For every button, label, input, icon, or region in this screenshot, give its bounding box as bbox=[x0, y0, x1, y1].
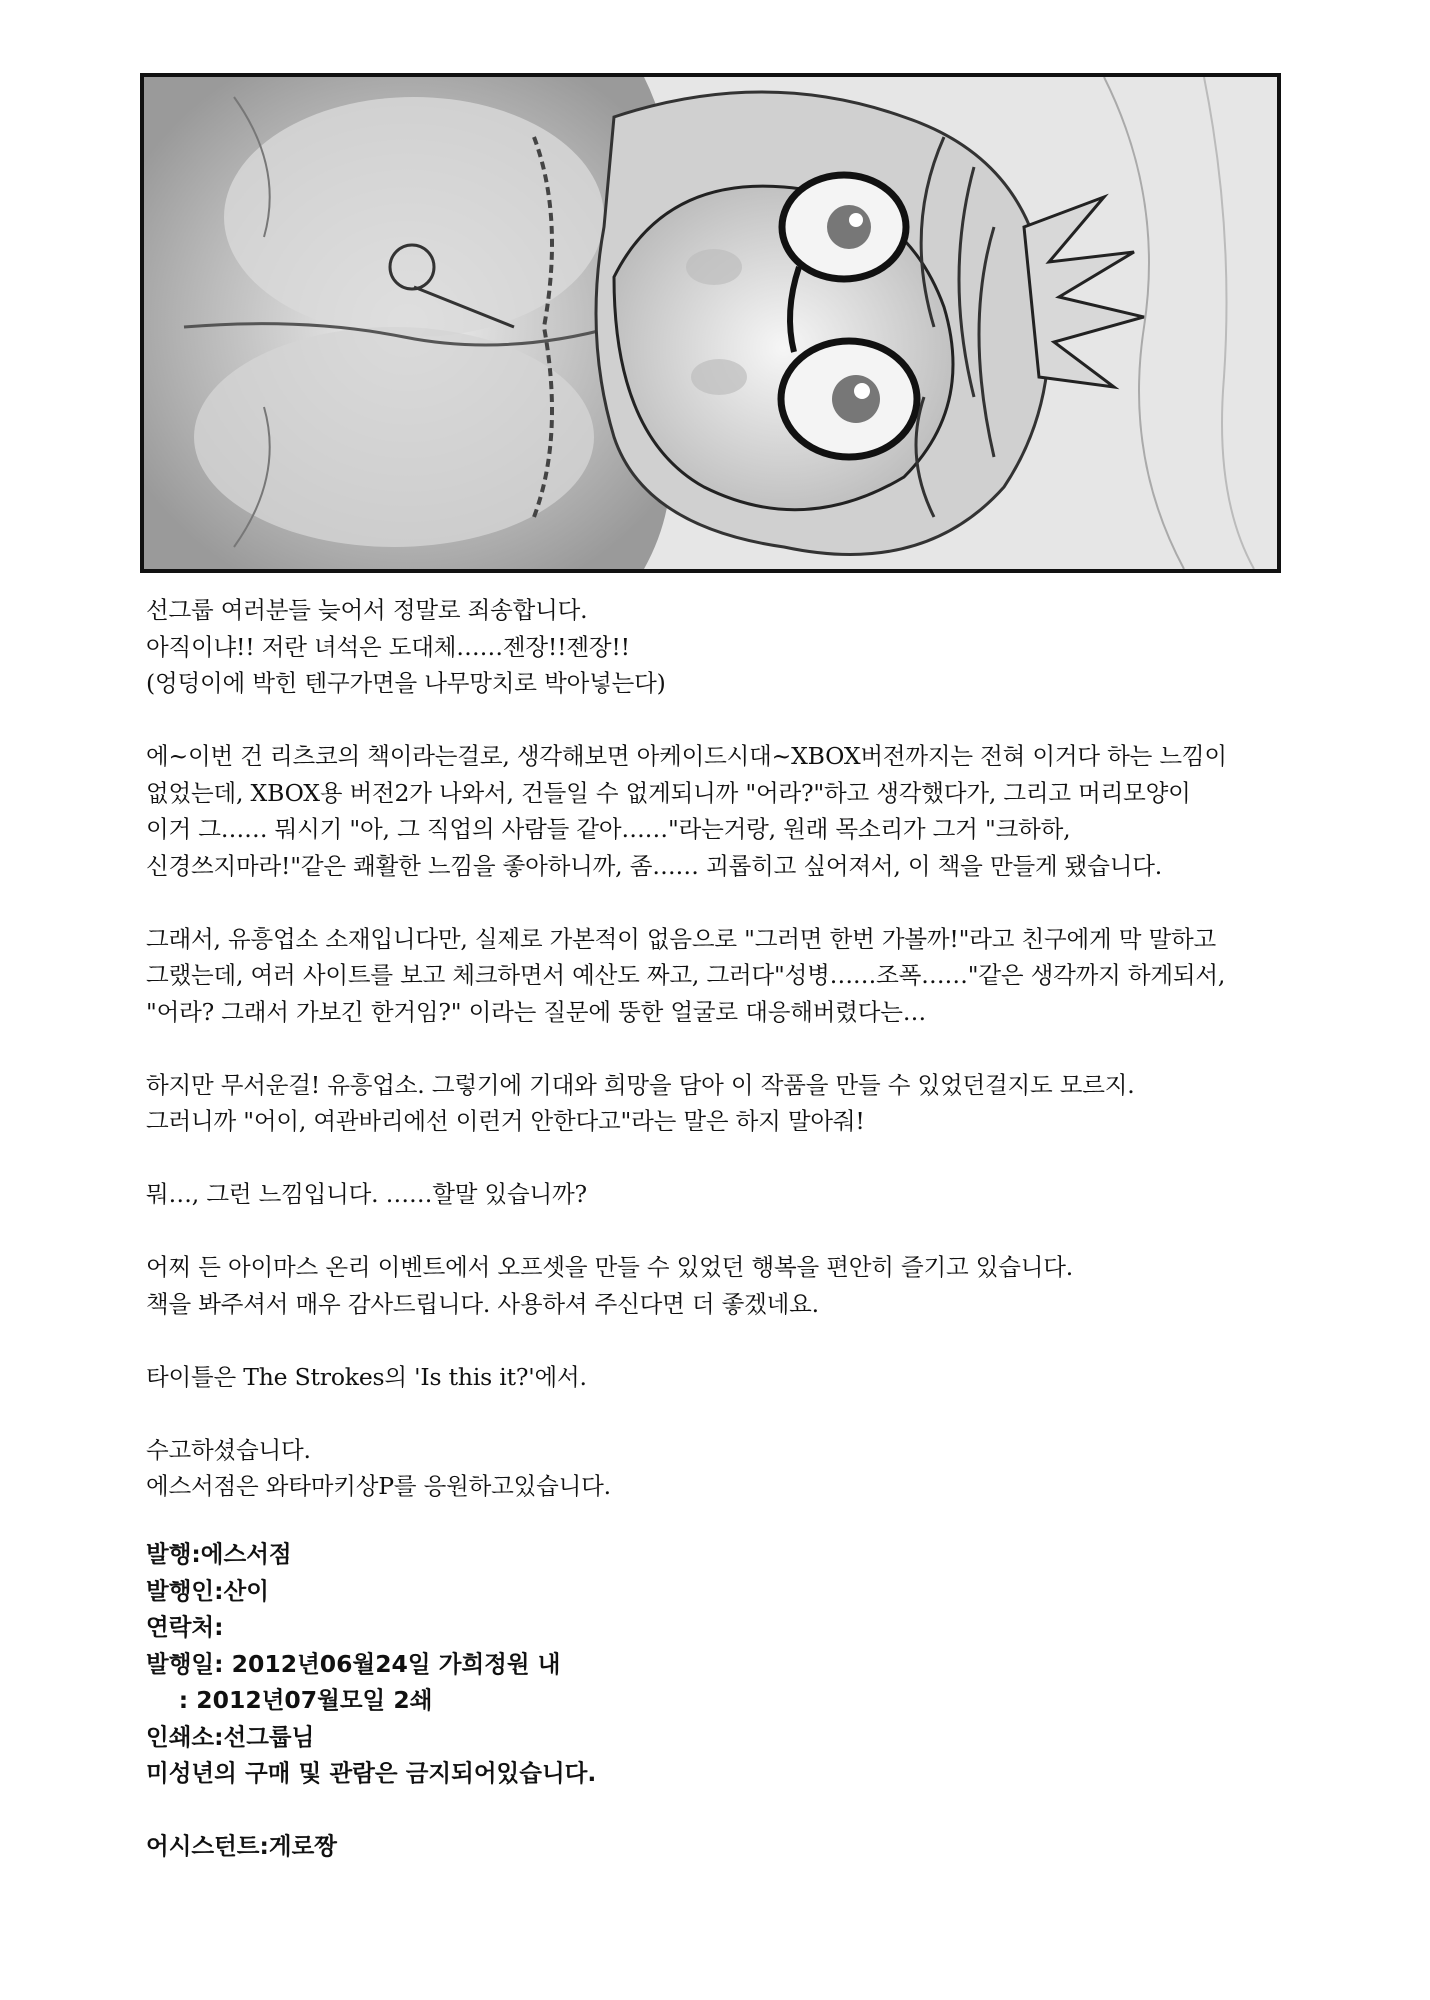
paragraph-hope bbox=[146, 1067, 1296, 1140]
text-line: "어라? 그래서 가보긴 한거임?" 이라는 질문에 뚱한 얼굴로 대응해버렸다는… bbox=[146, 997, 927, 1026]
colophon-contact: 연락처: bbox=[146, 1613, 224, 1641]
text-line: 수고하셨습니다. bbox=[146, 1435, 311, 1464]
text-line: 어찌 든 아이마스 온리 이벤트에서 오프셋을 만들 수 있었던 행복을 편안히 즐기고 있습니다. bbox=[146, 1253, 1074, 1281]
text-line: 없었는데, XBOX용 버전2가 나와서, 건들일 수 없게되니까 "어라?"하고 생각했다가, 그리고 머리모양이 bbox=[146, 778, 1191, 807]
paragraph-title-origin bbox=[146, 1359, 1296, 1396]
colophon-printer: 인쇄소:선그룹님 bbox=[146, 1722, 315, 1751]
text-line: 선그룹 여러분들 늦어서 정말로 죄송합니다. bbox=[146, 596, 588, 624]
manga-illustration bbox=[140, 73, 1281, 573]
colophon-age-notice: 미성년의 구매 및 관람은 금지되어있습니다. bbox=[146, 1759, 597, 1787]
text-line: 신경쓰지마라!"같은 쾌활한 느낌을 좋아하니까, 좀…… 괴롭히고 싶어져서, 이 책을 만들게 됐습니다. bbox=[146, 851, 1162, 880]
paragraph-motivation bbox=[146, 738, 1296, 884]
colophon-issue-date-second: : 2012년07월모일 2쇄 bbox=[146, 1686, 433, 1714]
text-line: 하지만 무서운걸! 유흥업소. 그렇기에 기대와 희망을 담아 이 작품을 만들 수 있었던걸지도 모르지. bbox=[146, 1070, 1135, 1099]
text-line: 아직이냐!! 저란 녀석은 도대체……젠장!!젠장!! bbox=[146, 632, 630, 661]
text-line: 뭐…, 그런 느낌입니다. ……할말 있습니까? bbox=[146, 1180, 587, 1208]
paragraph-question bbox=[146, 1176, 1296, 1213]
text-line: 책을 봐주셔서 매우 감사드립니다. 사용하셔 주신다면 더 좋겠네요. bbox=[146, 1289, 819, 1318]
afterword-text bbox=[146, 592, 1296, 1541]
text-line: 그랬는데, 여러 사이트를 보고 체크하면서 예산도 짜고, 그러다"성병……조폭……"같은 생각까지 하게되서, bbox=[146, 961, 1226, 989]
paragraph-signoff bbox=[146, 1432, 1296, 1505]
colophon bbox=[146, 1536, 1296, 1865]
text-line: 에스서점은 와타마키상P를 응원하고있습니다. bbox=[146, 1472, 611, 1500]
text-line: 이거 그…… 뭐시기 "아, 그 직업의 사람들 같아……"라는거랑, 원래 목소리가 그거 "크하하, bbox=[146, 815, 1071, 843]
paragraph-thanks bbox=[146, 1249, 1296, 1322]
colophon-assistant: 어시스턴트:게로짱 bbox=[146, 1832, 338, 1860]
illustration-sketch bbox=[144, 77, 1277, 569]
colophon-issue-date: 발행일: 2012년06월24일 가희정원 내 bbox=[146, 1649, 561, 1678]
paragraph-research bbox=[146, 921, 1296, 1031]
text-line: (엉덩이에 박힌 텐구가면을 나무망치로 박아넣는다) bbox=[146, 669, 666, 697]
text-line: 그래서, 유흥업소 소재입니다만, 실제로 가본적이 없음으로 "그러면 한번 가볼까!"라고 친구에게 막 말하고 bbox=[146, 924, 1217, 953]
colophon-publisher: 발행:에스서점 bbox=[146, 1540, 292, 1568]
colophon-spacer bbox=[146, 1792, 1296, 1829]
text-line: 타이틀은 The Strokes의 'Is this it?'에서. bbox=[146, 1362, 587, 1391]
text-line: 그러니까 "어이, 여관바리에선 이런거 안한다고"라는 말은 하지 말아줘! bbox=[146, 1107, 865, 1135]
paragraph-apology bbox=[146, 592, 1296, 702]
colophon-issuer: 발행인:산이 bbox=[146, 1576, 269, 1605]
text-line: 에~이번 건 리츠코의 책이라는걸로, 생각해보면 아케이드시대~XBOX버전까지는 전혀 이거다 하는 느낌이 bbox=[146, 742, 1227, 770]
